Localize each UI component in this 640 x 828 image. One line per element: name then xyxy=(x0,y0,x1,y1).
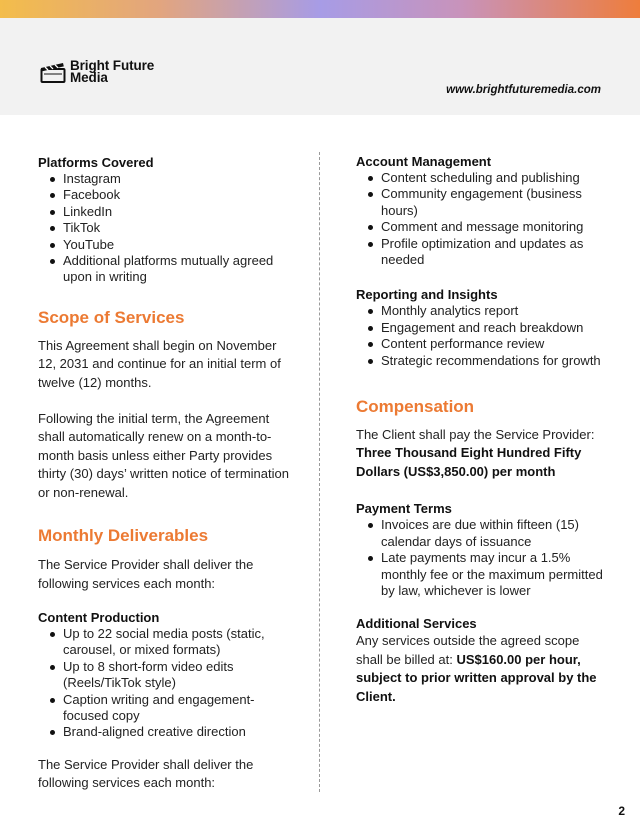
content-production-list xyxy=(50,626,296,741)
brand-name-line2: Media xyxy=(70,70,108,85)
account-management-heading: Account Management xyxy=(356,154,492,169)
clapperboard-icon xyxy=(40,60,66,84)
list-item: Up to 22 social media posts (static, carousel, or mixed formats) xyxy=(50,626,296,659)
list-item: Caption writing and engagement-focused copy xyxy=(50,692,296,725)
brand-name-line1: Bright Future xyxy=(70,58,155,73)
list-item: Monthly analytics report xyxy=(368,303,606,319)
scope-paragraph-1: This Agreement shall begin on November 12, 2031 and continue for an initial term of twelve (12) months. xyxy=(38,337,281,390)
list-item: Comment and message monitoring xyxy=(368,219,606,235)
list-item: YouTube xyxy=(50,237,296,253)
reporting-list xyxy=(368,303,606,369)
additional-services-paragraph xyxy=(356,632,606,706)
content-production-heading: Content Production xyxy=(38,609,160,625)
additional-services-rate: US$160.00 per hour, subject to prior written approval by the Client. xyxy=(356,651,597,704)
page-number: 2 xyxy=(618,804,625,818)
list-item: Brand-aligned creative direction xyxy=(50,724,296,740)
compensation-amount: Three Thousand Eight Hundred Fifty Dollars (US$3,850.00) per month xyxy=(356,445,582,479)
brand-logo xyxy=(40,60,154,84)
payment-terms-list xyxy=(368,517,606,599)
compensation-paragraph xyxy=(356,426,606,481)
compensation-title: Compensation xyxy=(356,397,475,417)
deliverables-intro: The Service Provider shall deliver the following services each month: xyxy=(38,557,254,591)
list-item: TikTok xyxy=(50,220,296,236)
list-item: Engagement and reach breakdown xyxy=(368,320,606,336)
payment-terms-heading: Payment Terms xyxy=(356,501,452,517)
list-item: LinkedIn xyxy=(50,204,296,220)
list-item: Content performance review xyxy=(368,336,606,352)
page-header xyxy=(0,18,640,115)
list-item: Late payments may incur a 1.5% monthly fee or the maximum permitted by law, whichever is lower xyxy=(368,550,606,599)
gradient-top-band xyxy=(0,0,640,18)
list-item: Invoices are due within fifteen (15) calendar days of issuance xyxy=(368,517,606,550)
deliverables-title: Monthly Deliverables xyxy=(38,526,209,546)
additional-services-heading: Additional Services xyxy=(356,616,477,632)
additional-services-lead: Any services outside the agreed scope shall be billed at: xyxy=(356,633,580,667)
platforms-heading: Platforms Covered xyxy=(38,155,154,170)
scope-paragraph-2: Following the initial term, the Agreement shall automatically renew on a month-to-month basis unless either Party provides thirty (30) days’ written notice of termination or non-renewal. xyxy=(38,411,289,500)
website-link[interactable]: www.brightfuturemedia.com xyxy=(446,84,601,96)
account-management-list xyxy=(368,170,606,268)
list-item: Strategic recommendations for growth xyxy=(368,353,606,369)
reporting-heading: Reporting and Insights xyxy=(356,287,498,303)
list-item: Profile optimization and updates as needed xyxy=(368,236,606,269)
brand-name xyxy=(70,60,154,84)
list-item: Up to 8 short-form video edits (Reels/TikTok style) xyxy=(50,659,296,692)
right-column xyxy=(356,154,606,706)
list-item: Instagram xyxy=(50,171,296,187)
platforms-list xyxy=(50,171,296,286)
column-divider xyxy=(319,152,320,792)
deliverables-outro: The Service Provider shall deliver the following services each month: xyxy=(38,756,254,791)
scope-title: Scope of Services xyxy=(38,307,185,327)
list-item: Additional platforms mutually agreed upon in writing xyxy=(50,253,296,286)
list-item: Community engagement (business hours) xyxy=(368,186,606,219)
list-item: Facebook xyxy=(50,187,296,203)
compensation-lead: The Client shall pay the Service Provider: xyxy=(356,427,595,443)
left-column xyxy=(38,155,296,793)
list-item: Content scheduling and publishing xyxy=(368,170,606,186)
